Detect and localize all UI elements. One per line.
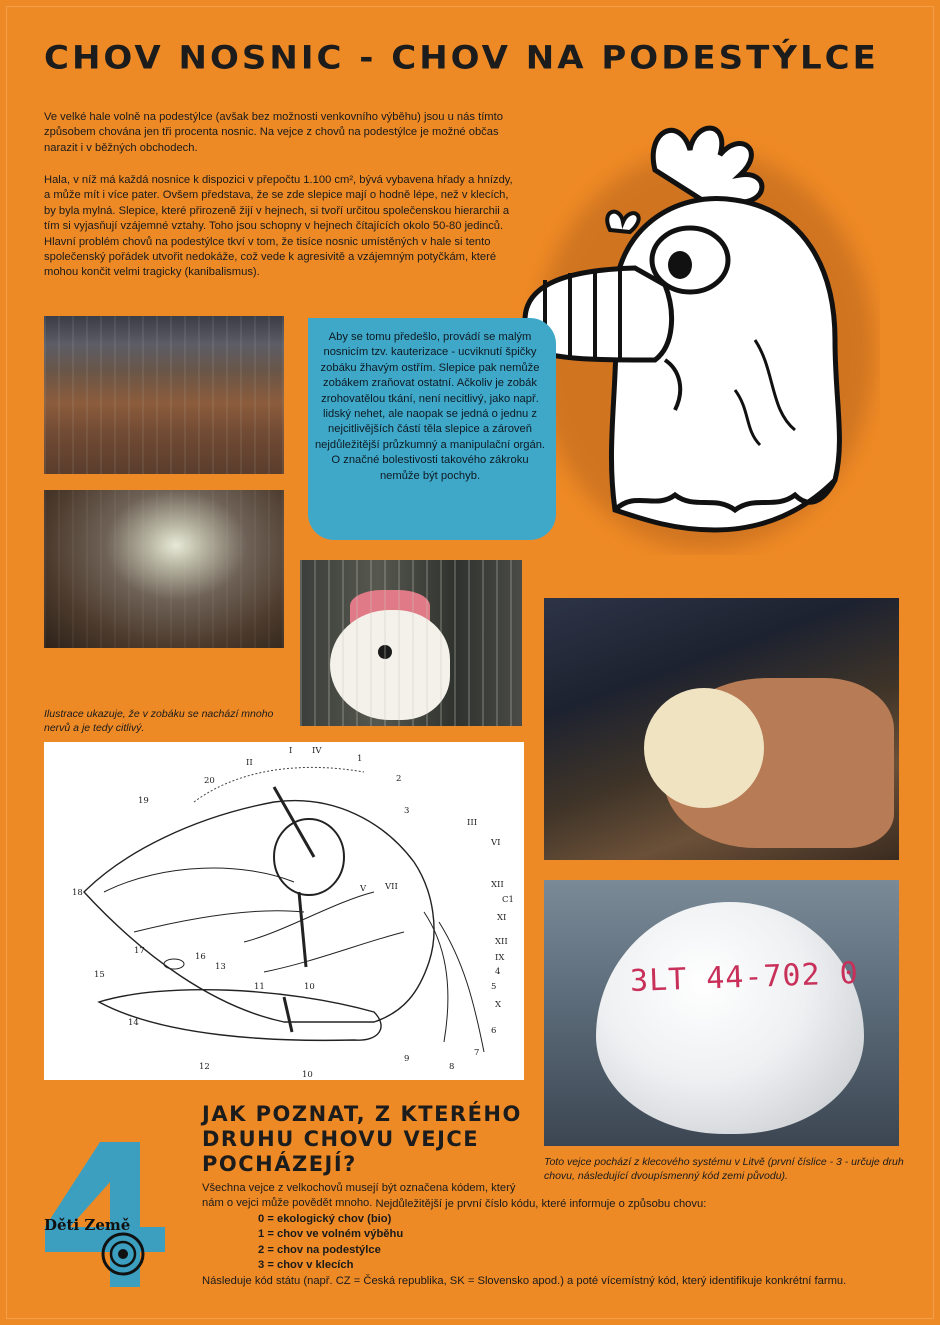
diagram-label: 9 xyxy=(404,1054,410,1064)
diagram-label: 16 xyxy=(195,952,206,962)
page-title: CHOV NOSNIC - CHOV NA PODESTÝLCE xyxy=(44,39,879,77)
diagram-label: 19 xyxy=(138,796,149,806)
stamped-egg-photo xyxy=(544,880,899,1146)
diagram-label: 14 xyxy=(128,1018,139,1028)
code-item: 1 = chov ve volném výběhu xyxy=(258,1228,404,1241)
diagram-label: X xyxy=(495,1000,502,1010)
code-item: 0 = ekologický chov (bio) xyxy=(258,1213,392,1225)
diagram-label: 7 xyxy=(474,1048,480,1058)
info-bubble xyxy=(308,318,556,540)
caged-chicken-photo xyxy=(300,560,522,726)
intro-paragraph: Ve velké hale volně na podestýlce (avšak bez možnosti venkovního výběhu) jsou u nás tímto způsobem chována jen tři procenta nosnic. Na vejce z chovů na podestýlce je možné občas narazit i v běžných obchodech. xyxy=(44,111,503,154)
diagram-label: III xyxy=(467,818,478,828)
diagram-label: V xyxy=(360,884,367,894)
diagram-label: 6 xyxy=(491,1026,497,1036)
diagram-label: VI xyxy=(491,838,501,848)
diagram-label: 12 xyxy=(199,1062,210,1072)
diagram-label: 5 xyxy=(491,982,497,992)
debeaking-photo xyxy=(544,598,899,860)
diagram-label: 17 xyxy=(134,946,145,956)
diagram-label: 18 xyxy=(72,888,83,898)
diagram-label: 15 xyxy=(94,970,105,980)
section-heading: JAK POZNAT, Z KTERÉHO DRUHU CHOVU VEJCE POCHÁZEJÍ? xyxy=(202,1102,522,1176)
diagram-label: 3 xyxy=(404,806,410,816)
diagram-label: 10 xyxy=(302,1070,313,1080)
code-item: 3 = chov v klecích xyxy=(258,1259,354,1272)
diagram-label: 20 xyxy=(204,776,215,786)
bubble-text: Aby se tomu předešlo, provádí se malým nosnicím tzv. kauterizace - ucviknutí špičky zobáku žhavým ostřím. Slepice pak nemůže zobákem zraňovat ostatní. Ačkoliv je zobák zrohovatělou tkání, není necitlivý, jako např. lidský nehet, ale naopak se jedná o jednu z nejcitlivějších částí těla slepice a zároveň nejdůležitější průzkumný a manipulační orgán. O značné bolestivosti takového zákroku nemůže být pochyb. xyxy=(314,331,546,482)
diagram-label: IX xyxy=(495,953,505,963)
deti-zeme-logo: Děti Země xyxy=(44,1216,131,1234)
code-list xyxy=(258,1212,403,1274)
diagram-label: 10 xyxy=(304,982,315,992)
description-paragraph: Hala, v níž má každá nosnice k dispozici v přepočtu 1.100 cm², bývá vybavena hřady a hnízdy, a může mít i více pater. Ovšem představa, že se zde slepice mají o hodně lépe, než v klecích, by byla mylná. Slepice, které přirozeně žijí v hejnech, si tvoří určitou společenskou hierarchii a tím si vyjasňují vzájemné vztahy. Toho jsou schopny v hejnech čítajících okolo 50-80 jedinců. Hlavní problém chovů na podestýlce tkví v tom, že tisíce nosnic umístěných v hale si tento společenský pořádek utvořit nedokáže, což vede k agresivitě a vzájemným potyčkám, které mohou končit velmi tragicky (kanibalismus). xyxy=(44,174,513,279)
diagram-label: C1 xyxy=(502,895,514,905)
code-intro-2 xyxy=(202,1197,902,1212)
egg-caption: Toto vejce pochází z klecového systému v Litvě (první číslice - 3 - určuje druh chovu, následující dvoupísmenný kód zemi původu). xyxy=(544,1156,904,1182)
beak-diagram-drawing xyxy=(44,742,524,1080)
diagram-label: VII xyxy=(385,882,398,892)
diagram-label: 11 xyxy=(254,982,265,992)
diagram-label: I xyxy=(289,746,293,756)
panel-number-4 xyxy=(40,1132,210,1292)
diagram-label: XI xyxy=(497,913,507,923)
diagram-label: 4 xyxy=(495,967,501,977)
diagram-label: 2 xyxy=(396,774,402,784)
indoor-hall-photo-1 xyxy=(44,316,284,474)
diagram-label: XII xyxy=(491,880,504,890)
diagram-label: 1 xyxy=(357,754,363,764)
code-outro: Následuje kód státu (např. CZ = Česká republika, SK = Slovensko apod.) a poté vícemístný kód, který identifikuje konkrétní farmu. xyxy=(202,1275,847,1287)
code-intro-2-text: Nejdůležitější je první číslo kódu, které informuje o způsobu chovu: xyxy=(375,1198,707,1210)
beak-nerve-diagram xyxy=(44,742,524,1080)
diagram-label: IV xyxy=(312,746,322,756)
indoor-hall-photo-2 xyxy=(44,490,284,648)
illustration-caption: Ilustrace ukazuje, že v zobáku se nachází mnoho nervů a je tedy citlivý. xyxy=(44,708,274,734)
diagram-label: 8 xyxy=(449,1062,455,1072)
code-intro: Všechna vejce z velkochovů musejí být označena kódem, který nám o vejci může povědět mnoho. xyxy=(202,1182,516,1210)
diagram-label: XII xyxy=(495,937,508,947)
egg-code-stamp: 3LT 44-702 0 xyxy=(629,956,860,999)
masked-chicken-illustration xyxy=(505,110,880,555)
code-item: 2 = chov na podestýlce xyxy=(258,1243,381,1256)
diagram-label: 13 xyxy=(215,962,226,972)
diagram-label: II xyxy=(246,758,253,768)
